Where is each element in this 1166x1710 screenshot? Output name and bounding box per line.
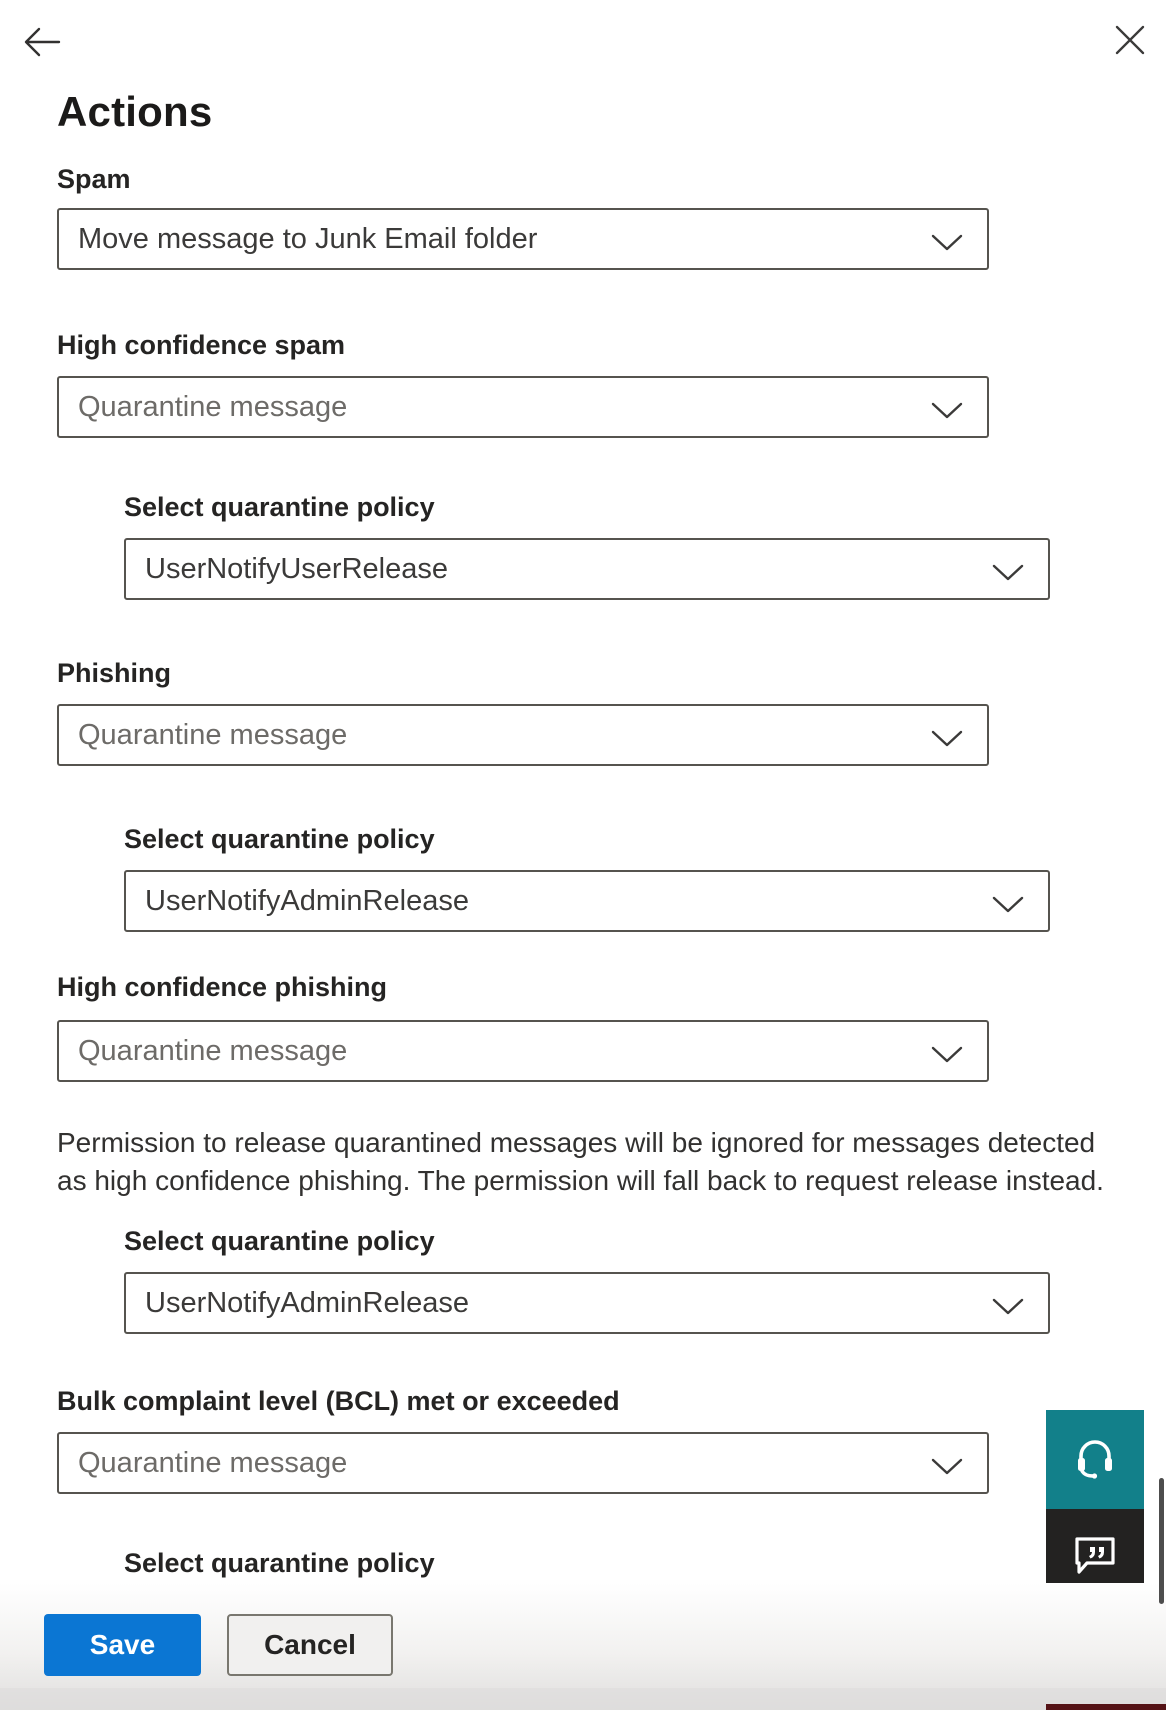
dropdown-high-confidence-phishing-action[interactable] xyxy=(57,1020,989,1082)
label-select-quarantine-policy-bcl-clipped: Select quarantine policy xyxy=(124,1548,435,1578)
label-select-quarantine-policy-hcp: Select quarantine policy xyxy=(124,1226,435,1256)
cancel-button[interactable]: Cancel xyxy=(227,1614,393,1676)
label-phishing: Phishing xyxy=(57,658,171,688)
dropdown-quarantine-policy-phishing-value: UserNotifyAdminRelease xyxy=(145,884,469,917)
chevron-down-icon xyxy=(931,1046,963,1063)
chevron-down-icon xyxy=(931,402,963,419)
label-select-quarantine-policy-hcs: Select quarantine policy xyxy=(124,492,435,522)
support-help-button[interactable] xyxy=(1046,1410,1144,1509)
page-title: Actions xyxy=(57,88,213,135)
label-high-confidence-spam: High confidence spam xyxy=(57,330,346,360)
chat-quotes-icon xyxy=(1070,1530,1120,1585)
dropdown-high-confidence-spam-action[interactable] xyxy=(57,376,989,438)
headset-icon xyxy=(1069,1431,1121,1488)
dropdown-spam-action[interactable] xyxy=(57,208,989,270)
dropdown-high-confidence-phishing-value: Quarantine message xyxy=(78,1034,348,1067)
dropdown-phishing-action[interactable] xyxy=(57,704,989,766)
save-button[interactable]: Save xyxy=(44,1614,201,1676)
dropdown-quarantine-policy-phishing[interactable] xyxy=(124,870,1050,932)
back-button[interactable] xyxy=(22,24,62,60)
close-button[interactable] xyxy=(1112,22,1148,58)
dropdown-bcl-action-value: Quarantine message xyxy=(78,1446,348,1479)
chevron-down-icon xyxy=(992,564,1024,581)
dropdown-quarantine-policy-hcs-value: UserNotifyUserRelease xyxy=(145,552,448,585)
label-bulk-complaint-level: Bulk complaint level (BCL) met or exceeded xyxy=(57,1386,620,1416)
footer-bottom-strip xyxy=(0,1688,1166,1710)
label-high-confidence-phishing: High confidence phishing xyxy=(57,972,387,1002)
dropdown-quarantine-policy-hcp-value: UserNotifyAdminRelease xyxy=(145,1286,469,1319)
label-spam: Spam xyxy=(57,164,131,194)
dropdown-quarantine-policy-hcp[interactable] xyxy=(124,1272,1050,1334)
chevron-down-icon xyxy=(931,234,963,251)
close-icon xyxy=(1112,45,1148,62)
back-arrow-icon xyxy=(22,47,62,64)
chevron-down-icon xyxy=(992,1298,1024,1315)
chevron-down-icon xyxy=(931,1458,963,1475)
dropdown-phishing-action-value: Quarantine message xyxy=(78,718,348,751)
dropdown-spam-action-value: Move message to Junk Email folder xyxy=(78,222,538,255)
chevron-down-icon xyxy=(992,896,1024,913)
high-confidence-phishing-note: Permission to release quarantined messages will be ignored for messages detected as high confidence phishing. The permission will fall back to request release instead. xyxy=(57,1127,1104,1196)
dropdown-high-confidence-spam-value: Quarantine message xyxy=(78,390,348,423)
dropdown-quarantine-policy-hcs[interactable] xyxy=(124,538,1050,600)
vertical-scrollbar-thumb[interactable] xyxy=(1159,1478,1164,1604)
dropdown-bcl-action[interactable] xyxy=(57,1432,989,1494)
label-select-quarantine-policy-phishing: Select quarantine policy xyxy=(124,824,435,854)
bottom-edge-sliver xyxy=(1046,1704,1166,1710)
chevron-down-icon xyxy=(931,730,963,747)
